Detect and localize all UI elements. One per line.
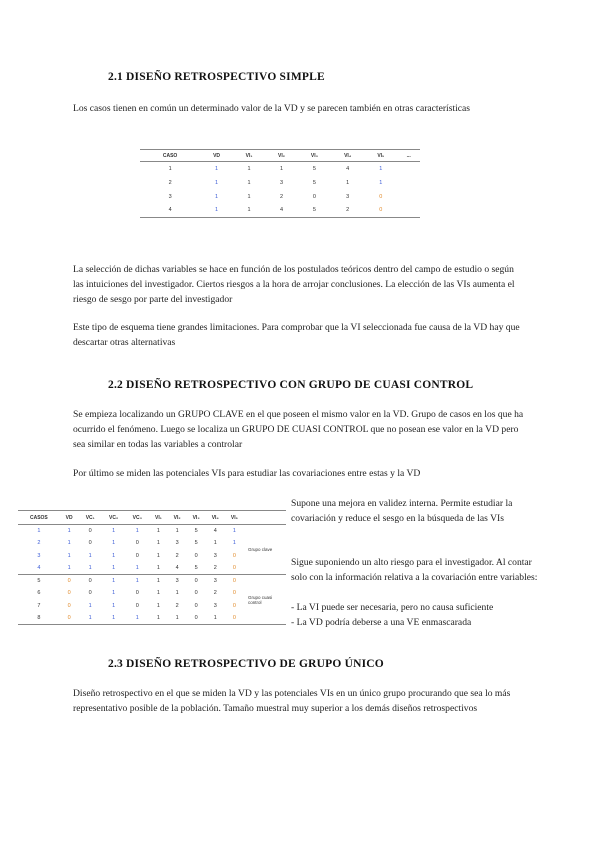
table-cell: 1 [215, 165, 219, 172]
paragraph: Se empieza localizando un GRUPO CLAVE en el que poseen el mismo valor en la VD. Grupo de casos en los que ha ocurrido el fenómeno. Luego se localiza un GRUPO DE CUASI CONTROL que no posean ese valor en la VD pero sea similar en todas las variables a controlar [73, 409, 524, 451]
table-cell: 1 [149, 575, 168, 588]
table-cell: 0 [135, 590, 139, 597]
table-cell: 1 [215, 179, 219, 186]
table-cell: 1 [112, 602, 116, 609]
table-cell: 1 [112, 528, 116, 534]
table-cell: 3 [213, 552, 217, 559]
table-cell: 1 [37, 528, 41, 534]
group-label: Grupo cuasi control [244, 575, 286, 625]
side-note: Sigue suponiendo un alto riesgo para el investigador. Al contar solo con la información relativa a la covariación entre variables: [291, 557, 538, 584]
table-cell: 0 [225, 575, 244, 588]
table-cell: 5 [312, 165, 316, 172]
table-cell: 3 [168, 193, 172, 200]
table-cell: 0 [79, 575, 102, 588]
table-header: VI₁ [149, 511, 168, 525]
table-cell: 1 [215, 207, 219, 214]
table-row [140, 162, 420, 176]
table-cell: 4 [279, 207, 284, 214]
table-cell: 5 [194, 528, 198, 534]
table-cell: 1 [247, 193, 251, 200]
table-cell: 5 [194, 540, 198, 547]
side-note: - La VI puede ser necesaria, pero no causa suficiente [291, 602, 494, 613]
table-row [140, 176, 420, 190]
table-cell: 0 [312, 193, 316, 200]
section-title-2-2: 2.2 DISEÑO RETROSPECTIVO CON GRUPO DE CUASI CONTROL [108, 379, 474, 391]
table-cell: 0 [67, 590, 71, 597]
table-cell: 0 [379, 207, 383, 214]
table-header: ... [397, 150, 420, 162]
group-label: Grupo clave [248, 547, 273, 552]
table-cell: 5 [312, 179, 316, 186]
table-cell: 0 [379, 193, 383, 200]
table-cell: 1 [232, 528, 236, 534]
table-cell: 1 [232, 540, 236, 547]
table-cell: 1 [67, 540, 71, 547]
table-cell: 3 [37, 552, 41, 559]
table-cell: 8 [37, 615, 41, 621]
table-cell: 1 [135, 565, 139, 571]
table-cell: 1 [102, 575, 126, 588]
table-header: VI₅ [364, 150, 397, 162]
table-cell: 1 [175, 615, 179, 621]
table-cell: 5 [312, 207, 316, 214]
table-cell: 3 [279, 179, 284, 186]
table-header: VD [200, 150, 233, 162]
table-cell: 1 [135, 615, 139, 621]
table-cell: 0 [60, 575, 79, 588]
side-note: - La VD podría deberse a una VE enmascarada [291, 617, 472, 628]
table-cell: 1 [156, 565, 160, 571]
table-cell: 1 [112, 552, 116, 559]
table-cell: 0 [194, 552, 198, 559]
table-cell: 2 [213, 590, 217, 597]
table-cell: 0 [135, 540, 139, 547]
table-cell: 1 [135, 528, 139, 534]
table-header: VI₃ [298, 150, 331, 162]
table-header: CASOS [18, 511, 60, 525]
table-cell: 0 [88, 590, 92, 597]
table-cell: 3 [206, 575, 225, 588]
table-cell: 0 [194, 602, 198, 609]
table-header: VI₁ [233, 150, 265, 162]
table-cell: 1 [156, 590, 160, 597]
table-cell: 1 [125, 575, 149, 588]
table-cell: 1 [379, 165, 383, 172]
table-cell: 1 [279, 165, 284, 172]
table-cell: 0 [232, 552, 236, 559]
table-cell: 0 [232, 590, 236, 597]
table-cell: 1 [67, 552, 71, 559]
table-cell: 0 [88, 528, 92, 534]
table-cell: 0 [187, 575, 206, 588]
table-cell: 2 [168, 179, 172, 186]
table-cell: 0 [194, 590, 198, 597]
table-cell: 1 [175, 590, 179, 597]
paragraph: La selección de dichas variables se hace en función de los postulados teóricos dentro del campo de estudio o según las intuiciones del investigador. Ciertos riesgos a la hora de arrojar conclusiones. La elección de las VIs aumenta el riesgo de sesgo por parte del investigador [73, 264, 515, 306]
table-cell: 4 [37, 565, 41, 571]
table-cell: 1 [168, 165, 172, 172]
table-header: CASO [140, 150, 200, 162]
table-cell: 1 [346, 179, 350, 186]
table-cell: 1 [156, 540, 160, 547]
table-cell: 2 [213, 565, 217, 571]
table-cell: 2 [279, 193, 284, 200]
table-cell: 3 [213, 602, 217, 609]
table-cell: 4 [346, 165, 350, 172]
paragraph: Los casos tienen en común un determinado valor de la VD y se parecen también en otras características [73, 103, 471, 114]
table-cell: 1 [156, 615, 160, 621]
table-cell: 1 [213, 540, 217, 547]
table-cell: 1 [175, 528, 179, 534]
table-cell: 1 [213, 615, 217, 621]
table-cell: 3 [168, 575, 187, 588]
table-cell: 1 [156, 552, 160, 559]
table-header: VI₃ [187, 511, 206, 525]
table-header: VC₁ [79, 511, 102, 525]
table-cell: 1 [88, 565, 92, 571]
table-header: VI₄ [206, 511, 225, 525]
table-cell: 2 [346, 207, 350, 214]
table-header: VI₅ [225, 511, 244, 525]
table-cell: 1 [88, 615, 92, 621]
table-cell: 0 [67, 615, 71, 621]
paragraph: Por último se miden las potenciales VIs para estudiar las covariaciones entre estas y la VD [73, 468, 421, 479]
table-row [140, 190, 420, 204]
table-header: VI₄ [331, 150, 364, 162]
table-cell: 4 [213, 528, 217, 534]
table-header: VC₃ [125, 511, 149, 525]
table-cell: 0 [135, 602, 139, 609]
table-cell: 1 [88, 552, 92, 559]
table-cell: 1 [112, 565, 116, 571]
table-cell: 1 [112, 540, 116, 547]
table-cell: 1 [215, 193, 219, 200]
table-cell: 0 [135, 552, 139, 559]
table-cell: 1 [156, 602, 160, 609]
paragraph: Diseño retrospectivo en el que se miden la VD y las potenciales VIs en un único grupo procurando que sea lo más representativo posible de la población. Tamaño muestral muy superior a los demás diseños retrospectivos [73, 688, 511, 715]
table-simple-design [140, 149, 420, 218]
table-cell: 2 [175, 602, 179, 609]
table-header: VD [60, 511, 79, 525]
table-row [18, 575, 286, 588]
table-cell: 1 [247, 207, 251, 214]
table-cell: 1 [67, 565, 71, 571]
table-cell: 6 [37, 590, 41, 597]
table-cell: 1 [247, 165, 251, 172]
table-cell: 2 [175, 552, 179, 559]
table-cell: 1 [379, 179, 383, 186]
table-cell: 5 [18, 575, 60, 588]
table-cell: 1 [247, 179, 251, 186]
table-cell: 3 [175, 540, 179, 547]
table-cell: 0 [194, 615, 198, 621]
table-cell: 1 [88, 602, 92, 609]
table-cell: 4 [175, 565, 179, 571]
table-cell: 0 [232, 615, 236, 621]
table-cell: 3 [346, 193, 350, 200]
section-title-2-1: 2.1 DISEÑO RETROSPECTIVO SIMPLE [108, 71, 325, 83]
table-cell: 7 [37, 602, 41, 609]
section-title-2-3: 2.3 DISEÑO RETROSPECTIVO DE GRUPO ÚNICO [108, 658, 384, 670]
table-cell: 5 [194, 565, 198, 571]
table-cell: 0 [232, 602, 236, 609]
table-cell: 4 [168, 207, 172, 214]
table-row [18, 525, 286, 538]
table-quasi-control [18, 510, 286, 625]
paragraph: Este tipo de esquema tiene grandes limitaciones. Para comprobar que la VI seleccionada fue causa de la VD hay que descartar otras alternativas [73, 322, 520, 349]
table-cell: 2 [37, 540, 41, 547]
table-cell: 1 [112, 590, 116, 597]
table-cell: 0 [67, 602, 71, 609]
table-row [140, 204, 420, 218]
table-cell: 0 [232, 565, 236, 571]
side-note: Supone una mejora en validez interna. Permite estudiar la covariación y reduce el sesgo en la búsqueda de las VIs [291, 498, 513, 525]
table-cell: 1 [67, 528, 71, 534]
table-cell: 1 [112, 615, 116, 621]
table-header: VC₂ [102, 511, 126, 525]
table-cell: 0 [88, 540, 92, 547]
table-header: VI₂ [168, 511, 187, 525]
table-cell: 1 [156, 528, 160, 534]
table-header: VI₂ [265, 150, 298, 162]
